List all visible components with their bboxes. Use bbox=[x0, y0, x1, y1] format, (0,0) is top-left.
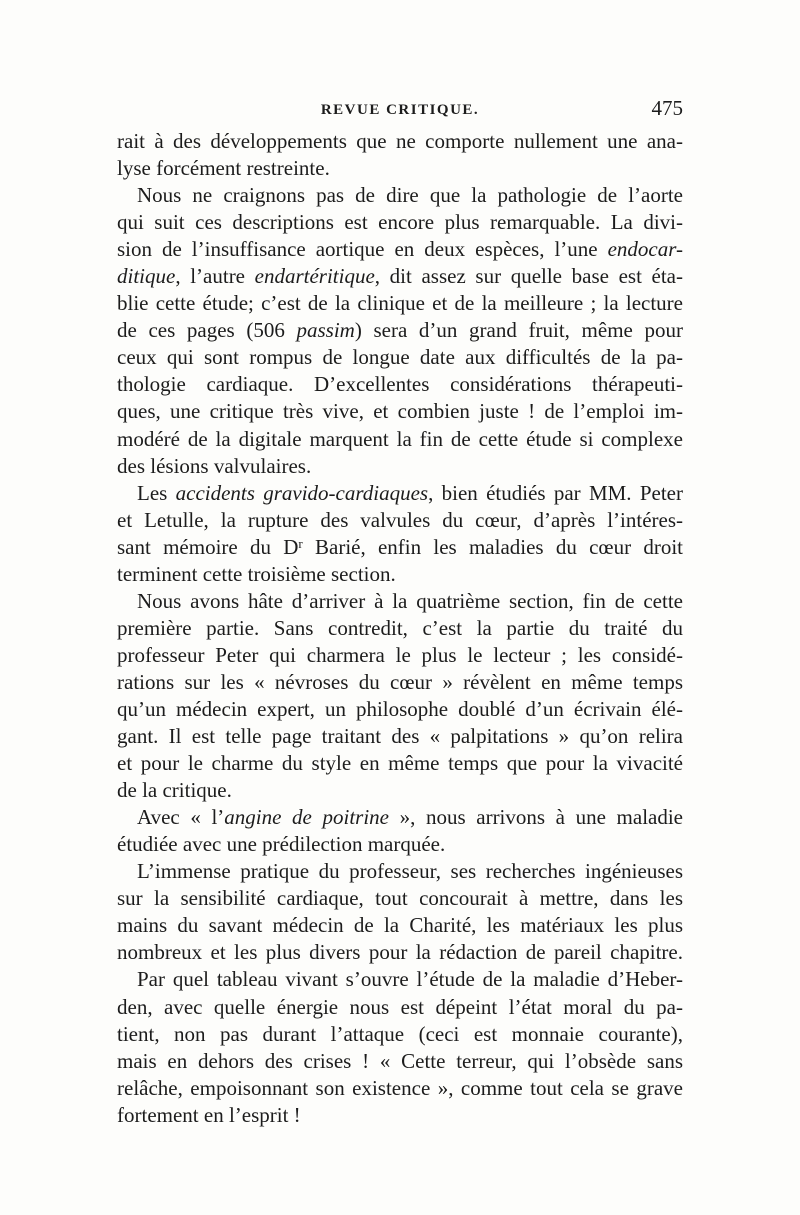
text-segment: L’immense pratique du professeur, ses recherches ingénieuses bbox=[137, 859, 683, 884]
text-segment: et Letulle, la rupture des valvules du cœur, d’après l’intéres- bbox=[117, 507, 683, 532]
text-segment: professeur Peter qui charmera le plus le lecteur ; les considé- bbox=[117, 642, 683, 667]
text-segment: rait à des développements que ne comporte nullement une ana- bbox=[117, 129, 683, 153]
text-segment: sant mémoire du D bbox=[117, 534, 299, 559]
page-number: 475 bbox=[651, 96, 683, 120]
text-segment: de ces pages (506 bbox=[117, 318, 297, 343]
text-line bbox=[117, 804, 683, 831]
superscript: r bbox=[298, 535, 303, 551]
text-segment: relâche, empoisonnant son existence », comme tout cela se grave bbox=[117, 1075, 683, 1100]
text-line bbox=[117, 1102, 683, 1129]
text-line bbox=[117, 669, 683, 696]
text-line bbox=[117, 453, 683, 480]
italic-text: accidents gravido-cardiaques bbox=[175, 480, 429, 505]
text-segment: Avec « l’ bbox=[137, 805, 225, 830]
text-segment: Barié, enfin les maladies du cœur droit bbox=[302, 534, 684, 559]
text-segment: Nous avons hâte d’arriver à la quatrième section, fin de cette bbox=[137, 588, 683, 613]
text-segment: ) sera d’un grand fruit, même pour bbox=[354, 318, 683, 343]
italic-text: endartéritique bbox=[254, 264, 375, 289]
text-line bbox=[117, 1021, 683, 1048]
text-segment: qui suit ces descriptions est encore plus remarquable. La divi- bbox=[117, 210, 683, 235]
text-line bbox=[117, 371, 683, 398]
text-line bbox=[117, 317, 683, 344]
text-line bbox=[117, 263, 683, 290]
text-segment: mais en dehors des crises ! « Cette terreur, qui l’obsède sans bbox=[117, 1048, 683, 1073]
page-header bbox=[117, 96, 683, 126]
text-line bbox=[117, 182, 683, 209]
text-line bbox=[117, 777, 683, 804]
text-line bbox=[117, 966, 683, 993]
text-segment: qu’un médecin expert, un philosophe doublé d’un écrivain élé- bbox=[117, 696, 683, 721]
text-line bbox=[117, 426, 683, 453]
text-segment: , dit assez sur quelle base est éta- bbox=[374, 264, 683, 289]
italic-text: endocar- bbox=[607, 237, 683, 262]
text-line bbox=[117, 939, 683, 966]
italic-text: passim bbox=[296, 318, 355, 343]
text-segment: sion de l’insuffisance aortique en deux espèces, l’une bbox=[117, 237, 608, 262]
text-segment: , bien étudiés par MM. Peter bbox=[428, 480, 684, 505]
text-line bbox=[117, 209, 683, 236]
text-line bbox=[117, 750, 683, 777]
text-line bbox=[117, 128, 683, 155]
text-line bbox=[117, 290, 683, 317]
text-segment: den, avec quelle énergie nous est dépeint l’état moral du pa- bbox=[117, 994, 683, 1019]
text-segment: terminent cette troisième section. bbox=[117, 561, 396, 586]
text-line bbox=[117, 561, 683, 588]
text-line bbox=[117, 615, 683, 642]
text-segment: thologie cardiaque. D’excellentes considérations thérapeuti- bbox=[117, 372, 683, 397]
text-line bbox=[117, 507, 683, 534]
text-line bbox=[117, 155, 683, 182]
text-line bbox=[117, 236, 683, 263]
text-line bbox=[117, 858, 683, 885]
text-line bbox=[117, 1075, 683, 1102]
text-line bbox=[117, 398, 683, 425]
text-segment: sur la sensibilité cardiaque, tout concourait à mettre, dans les bbox=[117, 886, 683, 911]
text-line bbox=[117, 994, 683, 1021]
italic-text: angine de poitrine bbox=[224, 805, 389, 830]
text-segment: lyse forcément restreinte. bbox=[117, 156, 330, 181]
body-text bbox=[117, 128, 683, 1129]
text-segment: modéré de la digitale marquent la fin de cette étude si complexe bbox=[117, 426, 683, 451]
text-segment: rations sur les « névroses du cœur » révèlent en même temps bbox=[117, 669, 683, 694]
text-segment: tient, non pas durant l’attaque (ceci est monnaie courante), bbox=[117, 1021, 683, 1046]
text-segment: mains du savant médecin de la Charité, les matériaux les plus bbox=[117, 913, 683, 938]
text-line bbox=[117, 344, 683, 371]
text-segment: gant. Il est telle page traitant des « palpitations » qu’on relira bbox=[117, 724, 683, 749]
text-segment: première partie. Sans contredit, c’est la partie du traité du bbox=[117, 615, 683, 640]
text-segment: ques, une critique très vive, et combien juste ! de l’emploi im- bbox=[117, 399, 683, 424]
text-segment: blie cette étude; c’est de la clinique et de la meilleure ; la lecture bbox=[117, 291, 683, 316]
text-line bbox=[117, 480, 683, 507]
text-segment: Par quel tableau vivant s’ouvre l’étude de la maladie d’Heber- bbox=[137, 967, 683, 992]
text-segment: des lésions valvulaires. bbox=[117, 453, 312, 478]
text-segment: fortement en l’esprit ! bbox=[117, 1102, 301, 1127]
text-segment: et pour le charme du style en même temps que pour la vivacité bbox=[117, 751, 683, 776]
text-segment: , l’autre bbox=[175, 264, 255, 289]
text-line bbox=[117, 831, 683, 858]
text-segment: Les bbox=[137, 480, 176, 505]
text-line bbox=[117, 534, 683, 561]
italic-text: ditique bbox=[117, 264, 176, 289]
text-segment: ceux qui sont rompus de longue date aux difficultés de la pa- bbox=[117, 345, 683, 370]
text-segment: Nous ne craignons pas de dire que la pathologie de l’aorte bbox=[137, 183, 683, 208]
text-line bbox=[117, 1048, 683, 1075]
text-line bbox=[117, 696, 683, 723]
text-segment: de la critique. bbox=[117, 778, 232, 803]
running-title: REVUE CRITIQUE. bbox=[320, 102, 480, 118]
text-line bbox=[117, 885, 683, 912]
text-segment: étudiée avec une prédilection marquée. bbox=[117, 832, 446, 857]
text-line bbox=[117, 912, 683, 939]
text-segment: nombreux et les plus divers pour la rédaction de pareil chapitre. bbox=[117, 940, 683, 965]
text-line bbox=[117, 642, 683, 669]
text-line bbox=[117, 588, 683, 615]
text-line bbox=[117, 723, 683, 750]
text-segment: », nous arrivons à une maladie bbox=[389, 805, 683, 830]
